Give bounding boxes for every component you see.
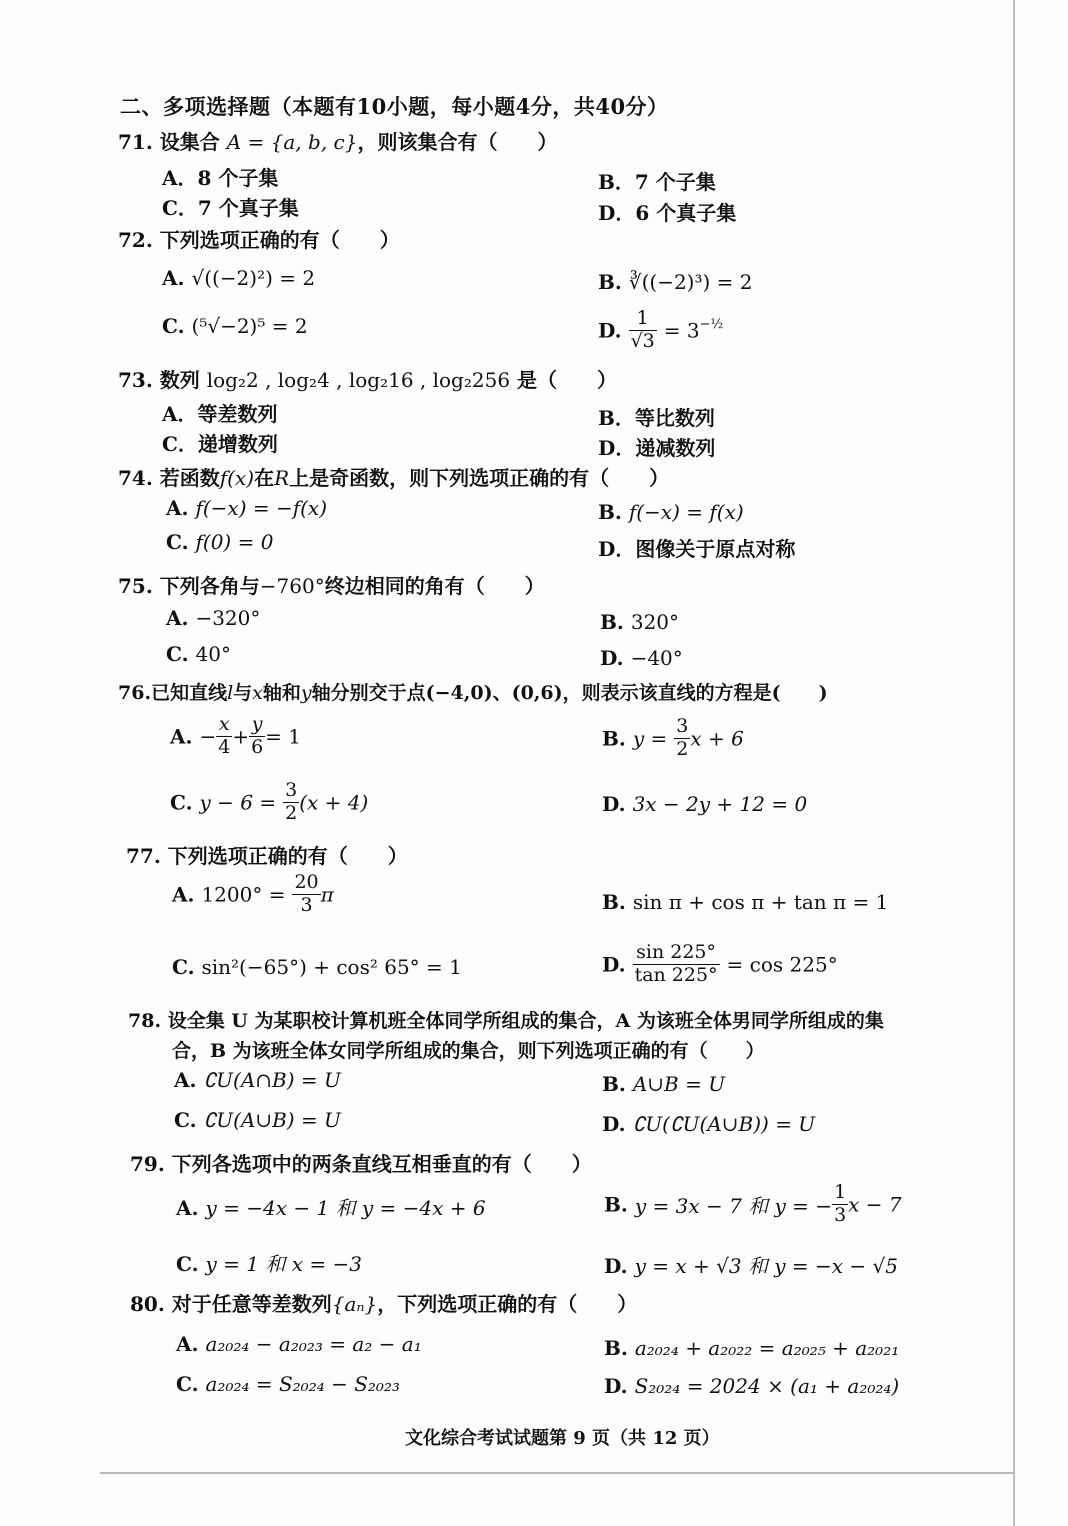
q76-a-fraction-2: $\frac{y}{6}$ xyxy=(251,713,264,758)
question-stem: 数列 xyxy=(159,368,200,392)
question-stem-tail: 是（ ） xyxy=(517,368,618,392)
question-stem: 设集合 xyxy=(159,130,220,154)
q73-option-a: A．等差数列 xyxy=(162,402,278,426)
page-footer: 文化综合考试试题第 9 页（共 12 页） xyxy=(405,1428,720,1449)
question-73 xyxy=(118,364,617,393)
q73-option-d: D．递减数列 xyxy=(598,436,716,460)
q77-d-fraction: $\frac{\sin 225^\circ}{\tan 225^\circ}$ xyxy=(634,941,718,986)
q80-option-b: B. a₂₀₂₄ + a₂₀₂₂ = a₂₀₂₅ + a₂₀₂₁ xyxy=(604,1336,900,1360)
q72-d-fraction: $\frac{1}{√3}$ xyxy=(630,307,655,352)
question-number: 76. xyxy=(118,682,152,704)
question-71 xyxy=(118,126,557,155)
q72-c-math: (⁵√−2)⁵ = 2 xyxy=(191,314,308,338)
q80-option-d: D. S₂₀₂₄ = 2024 × (a₁ + a₂₀₂₄) xyxy=(604,1374,900,1398)
q77-option-c: C. sin²(−65°) + cos² 65° = 1 xyxy=(172,955,462,979)
question-number: 80. xyxy=(130,1292,165,1316)
q80-option-c: C. a₂₀₂₄ = S₂₀₂₄ − S₂₀₂₃ xyxy=(176,1372,400,1396)
question-stem-tail: 上是奇函数，则下列选项正确的有（ ） xyxy=(289,466,670,490)
page-edge-bottom xyxy=(100,1472,1015,1474)
q77-a-fraction: $\frac{20}{3}$ xyxy=(294,871,319,916)
question-number: 73. xyxy=(118,368,153,392)
q77-option-d: D. $\frac{\sin 225^\circ}{\tan 225^\circ}$ = cos 225° xyxy=(602,941,838,986)
question-80: 80. 对于任意等差数列{aₙ}，下列选项正确的有（ ） xyxy=(130,1292,638,1316)
q76-a-fraction-1: $\frac{x}{4}$ xyxy=(218,713,231,758)
question-number: 78. xyxy=(128,1010,162,1032)
q79-option-b: B. y = 3x − 7 和 y = − $\frac{1}{3}$ x − 7 xyxy=(604,1181,902,1226)
question-number: 74. xyxy=(118,466,153,490)
question-number: 72. xyxy=(118,228,153,252)
q72-a-math: √((−2)²) = 2 xyxy=(191,266,316,290)
question-number: 79. xyxy=(130,1152,165,1176)
question-76: 76.已知直线l与x轴和y轴分别交于点(−4,0)、(0,6)，则表示该直线的方程是( ) xyxy=(118,682,828,704)
q79-b-fraction: $\frac{1}{3}$ xyxy=(834,1181,847,1226)
question-number: 77. xyxy=(126,844,161,868)
q74-option-a: A. f(−x) = −f(x) xyxy=(166,496,328,520)
q76-option-c: C. y − 6 = $\frac{3}{2}$ (x + 4) xyxy=(170,779,369,824)
q75-option-b: B. 320° xyxy=(600,610,680,634)
q76-option-d: D. 3x − 2y + 12 = 0 xyxy=(602,792,808,816)
question-stem: 已知直线 xyxy=(151,682,228,704)
q71-option-d: D．6 个真子集 xyxy=(598,201,737,225)
q74-option-d: D．图像关于原点对称 xyxy=(598,537,796,561)
question-math: A = {a, b, c} xyxy=(226,130,358,154)
section-header: 二、多项选择题（本题有10小题，每小题4分，共40分） xyxy=(120,94,669,119)
question-77 xyxy=(126,840,408,869)
q79-option-c: C. y = 1 和 x = −3 xyxy=(176,1252,362,1276)
question-stem: 下列各选项中的两条直线互相垂直的有（ ） xyxy=(171,1152,592,1176)
question-stem-line-1: 设全集 U 为某职校计算机班全体同学所组成的集合，A 为该班全体男同学所组成的集 xyxy=(167,1010,884,1032)
q79-option-d: D. y = x + √3 和 y = −x − √5 xyxy=(604,1254,899,1278)
question-stem: 下列各角与 xyxy=(159,574,260,598)
question-stem: 下列选项正确的有（ ） xyxy=(159,228,400,252)
question-number: 71. xyxy=(118,130,153,154)
q78-option-b: B. A∪B = U xyxy=(602,1072,726,1096)
q75-option-d: D. −40° xyxy=(600,646,683,670)
q78-option-d: D. ∁U(∁U(A∪B)) = U xyxy=(602,1112,816,1136)
question-number: 75. xyxy=(118,574,153,598)
q71-option-b: B．7 个子集 xyxy=(598,170,716,194)
q80-option-a: A. a₂₀₂₄ − a₂₀₂₃ = a₂ − a₁ xyxy=(176,1332,422,1356)
question-stem: 下列选项正确的有（ ） xyxy=(167,844,408,868)
q75-option-c: C. 40° xyxy=(166,642,231,666)
q71-option-c: C．7 个真子集 xyxy=(162,196,299,220)
q78-option-a: A. ∁U(A∩B) = U xyxy=(174,1068,341,1092)
question-78-line-2: 合，B 为该班全体女同学所组成的集合，则下列选项正确的有（ ） xyxy=(172,1040,765,1062)
question-stem-tail: 终边相同的角有（ ） xyxy=(324,574,545,598)
q73-option-b: B．等比数列 xyxy=(598,406,715,430)
question-math: log₂2 , log₂4 , log₂16 , log₂256 xyxy=(206,368,511,392)
question-74: 74. 若函数f(x)在R上是奇函数，则下列选项正确的有（ ） xyxy=(118,466,670,490)
question-79 xyxy=(130,1148,592,1177)
q72-option-d: D. $\frac{1}{√3}$ = $3^{-\frac{1}{2}}$ xyxy=(598,307,724,352)
question-75: 75. 下列各角与−760°终边相同的角有（ ） xyxy=(118,574,545,598)
q75-option-a: A. −320° xyxy=(166,606,261,630)
q76-c-fraction: $\frac{3}{2}$ xyxy=(285,779,298,824)
q72-b-math: ∛((−2)³) = 2 xyxy=(628,270,753,294)
question-stem: 若函数 xyxy=(159,466,220,490)
q76-option-a: A. − $\frac{x}{4}$ + $\frac{y}{6}$ = 1 xyxy=(170,713,302,758)
q72-option-b: B. ∛((−2)³) = 2 xyxy=(598,270,753,294)
q72-option-a: A. √((−2)²) = 2 xyxy=(162,266,316,290)
q78-option-c: C. ∁U(A∪B) = U xyxy=(174,1108,341,1132)
q79-option-a: A. y = −4x − 1 和 y = −4x + 6 xyxy=(176,1196,486,1220)
q77-option-a: A. 1200° = $\frac{20}{3}$ π xyxy=(172,871,334,916)
question-78 xyxy=(128,1006,884,1033)
question-stem-tail: 轴分别交于点(−4,0)、(0,6)，则表示该直线的方程是( ) xyxy=(311,682,828,704)
q72-option-c: C. (⁵√−2)⁵ = 2 xyxy=(162,314,308,338)
q76-b-fraction: $\frac{3}{2}$ xyxy=(676,715,689,760)
question-stem-tail: ，下列选项正确的有（ ） xyxy=(377,1292,638,1316)
q76-option-b: B. y = $\frac{3}{2}$ x + 6 xyxy=(602,715,744,760)
q73-option-c: C．递增数列 xyxy=(162,432,278,456)
question-stem-tail: ，则该集合有（ ） xyxy=(357,130,558,154)
question-72 xyxy=(118,224,400,253)
page-edge-right xyxy=(1013,0,1015,1526)
q77-option-b: B. sin π + cos π + tan π = 1 xyxy=(602,890,889,914)
q71-option-a: A．8 个子集 xyxy=(162,166,279,190)
question-stem: 对于任意等差数列 xyxy=(171,1292,332,1316)
q74-option-b: B. f(−x) = f(x) xyxy=(598,500,744,524)
q74-option-c: C. f(0) = 0 xyxy=(166,530,274,554)
